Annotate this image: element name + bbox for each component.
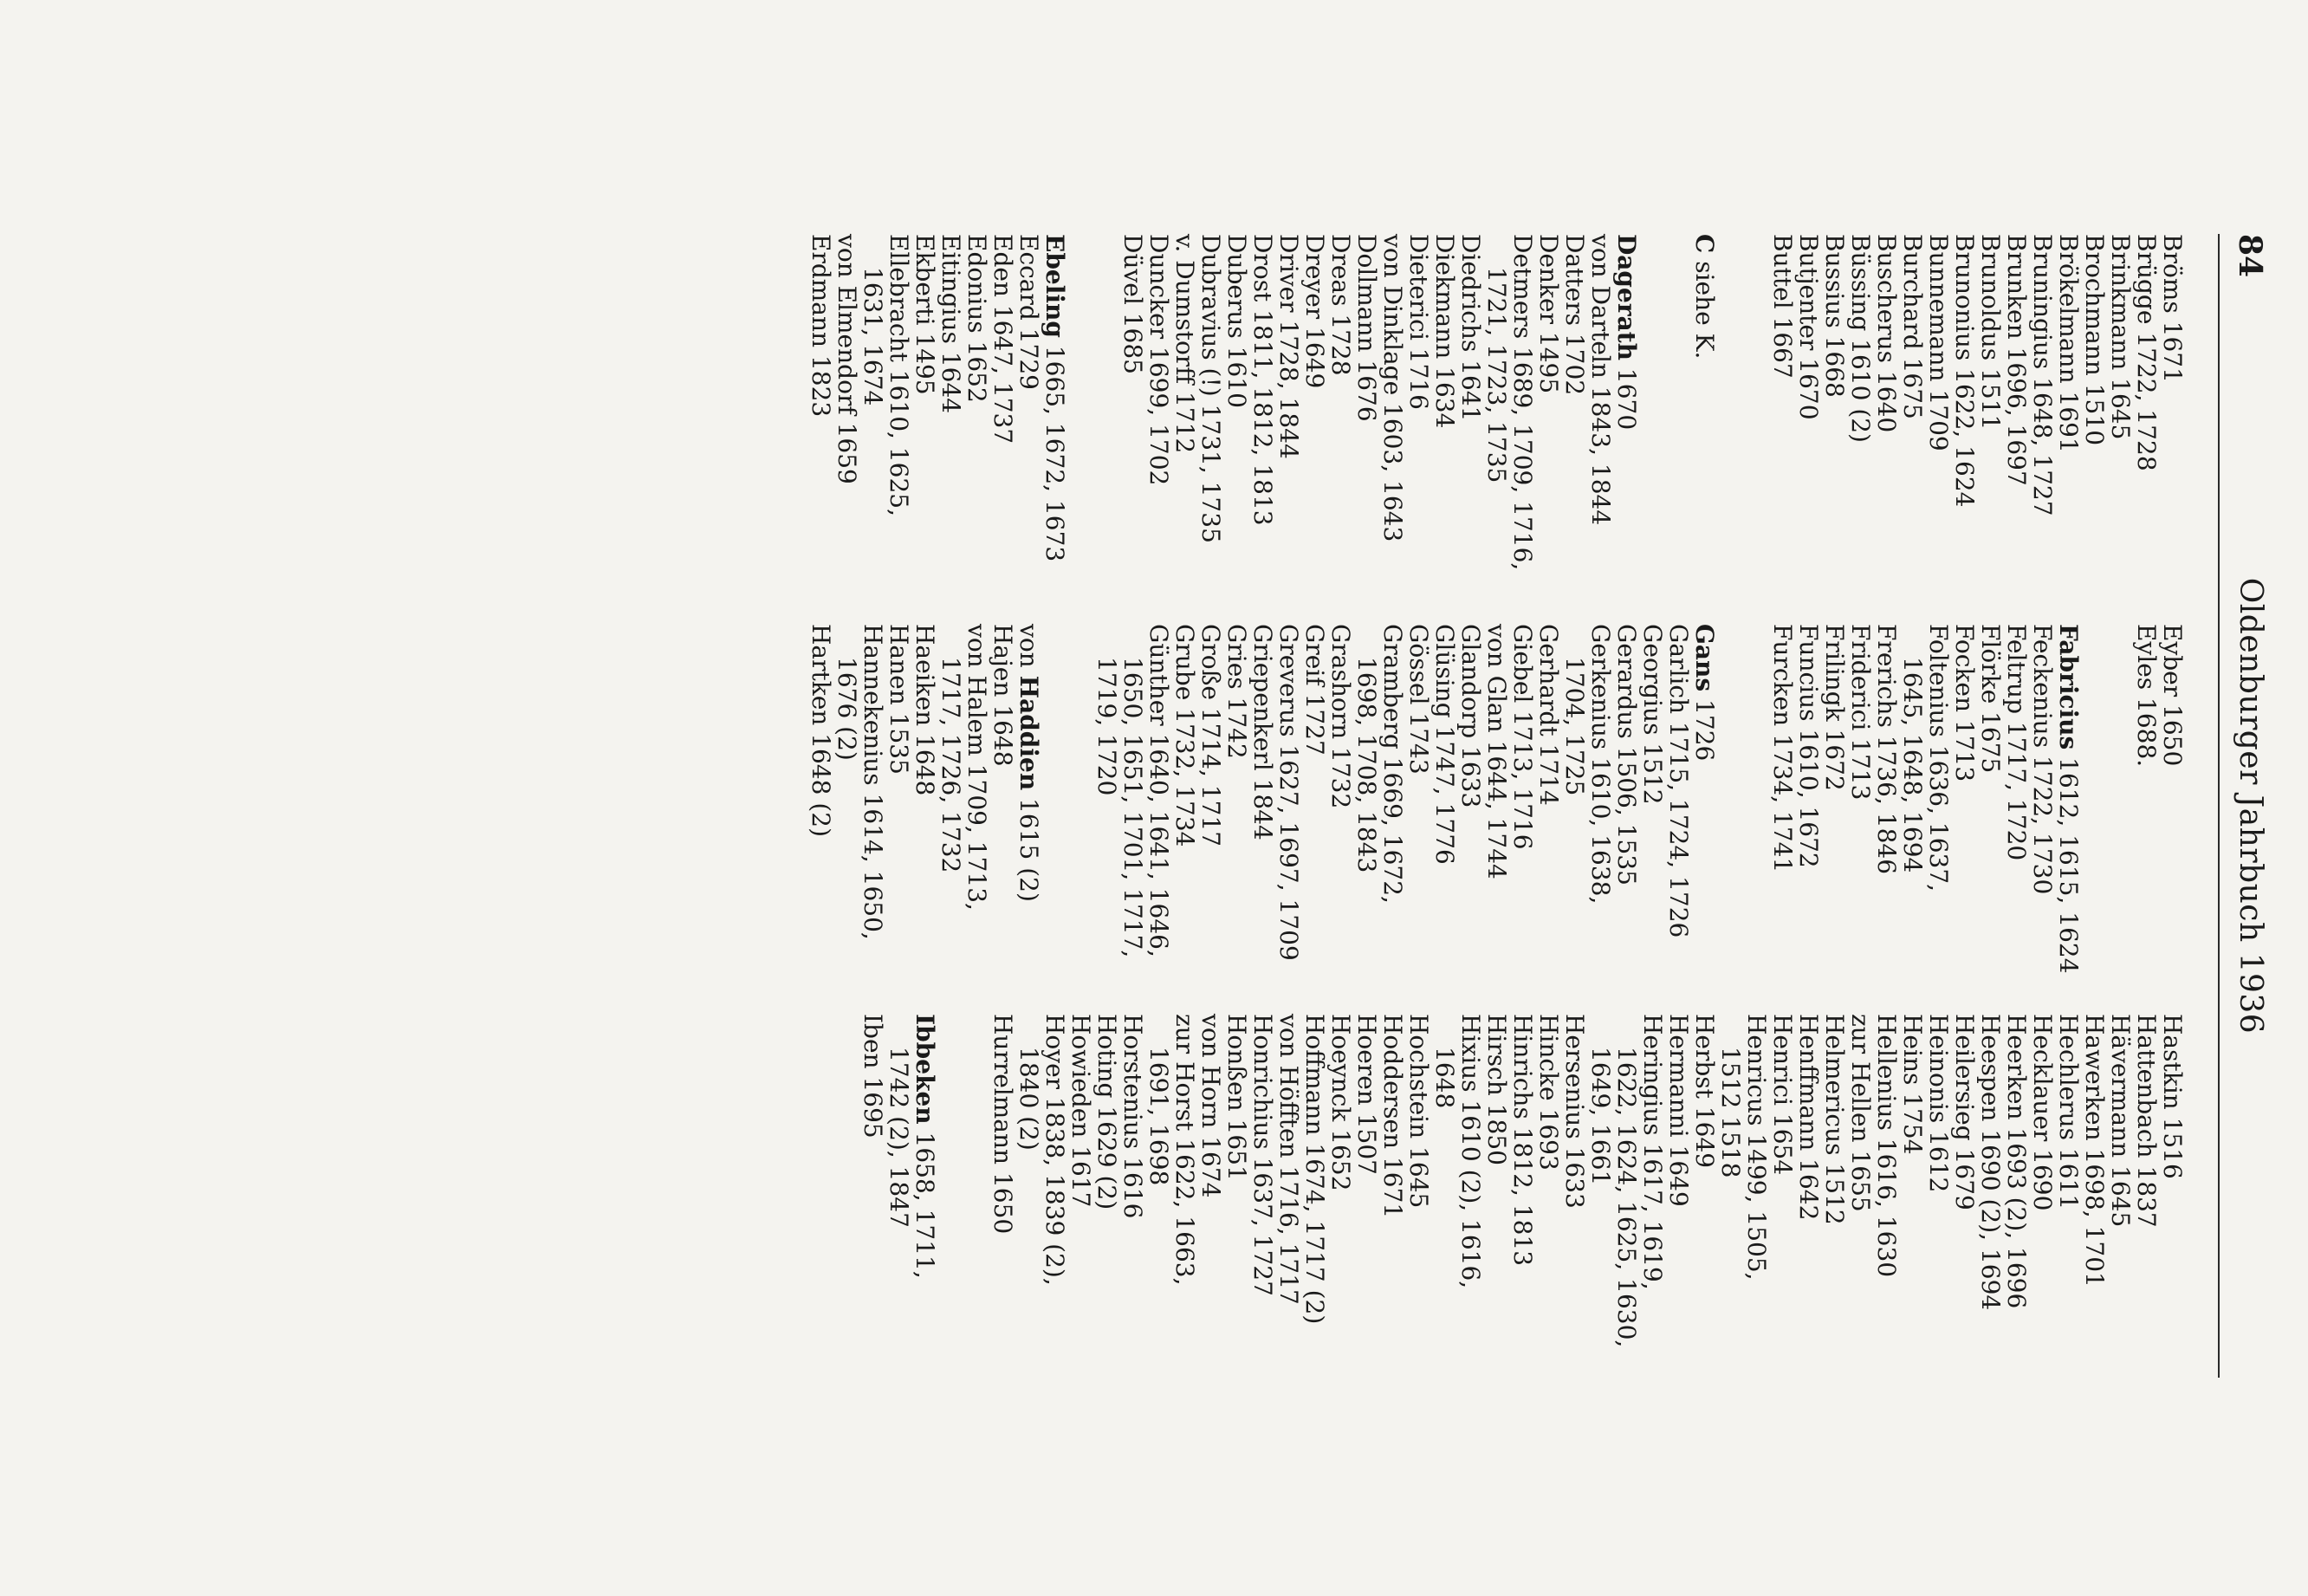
index-entry: Glüsing 1747, 1776: [1430, 624, 1459, 865]
index-entry: Heinonis 1612: [1924, 1014, 1953, 1193]
index-entry: Detmers 1689, 1709, 1716,: [1508, 234, 1537, 571]
index-entry: Henrici 1654: [1768, 1014, 1797, 1176]
index-entry: Gramberg 1669, 1672,: [1378, 624, 1407, 904]
index-entry: Focken 1713: [1950, 624, 1979, 782]
page-number: 84: [2232, 234, 2268, 278]
index-entry: Gerkenius 1610, 1638,: [1586, 624, 1615, 905]
index-entry: Hävermann 1645: [2106, 1014, 2135, 1228]
index-entry: Helmericus 1512: [1820, 1014, 1849, 1225]
section-initial-word: Dagerath: [1612, 234, 1641, 361]
index-entry: Henricus 1499, 1505,: [1742, 1014, 1771, 1281]
index-entry: Gans 1726: [1690, 624, 1719, 762]
index-entry-continuation: 1698, 1708, 1843: [1352, 657, 1381, 873]
index-entry-continuation: 1691, 1698: [1144, 1047, 1173, 1186]
index-entry: Heilersieg 1679: [1950, 1014, 1979, 1210]
index-column-1: [807, 234, 2185, 607]
index-entry: Driver 1728, 1844: [1274, 234, 1303, 459]
index-entry: Eyles 1688.: [2132, 624, 2161, 768]
index-entry: Brinkmann 1645: [2106, 234, 2135, 440]
index-entry: Griepenkerl 1844: [1248, 624, 1277, 840]
section-gap: [1067, 234, 1119, 607]
index-entry-continuation: 1717, 1726, 1732: [937, 657, 965, 873]
index-entry: Buttel 1667: [1768, 234, 1797, 379]
index-entry: Ibbeken 1658, 1711,: [911, 1014, 939, 1279]
index-entry: Günther 1640, 1641, 1646,: [1144, 624, 1173, 957]
index-entry: Hechlerus 1611: [2054, 1014, 2083, 1210]
index-entry: Gerhardt 1714: [1534, 624, 1563, 806]
index-entry: Hastkin 1516: [2158, 1014, 2187, 1179]
index-entry: Ebeling 1665, 1672, 1673: [1041, 234, 1069, 562]
index-entry: Diedrichs 1641: [1456, 234, 1485, 422]
index-entry: von Darteln 1843, 1844: [1586, 234, 1615, 526]
index-entry: Hoffmann 1674, 1717 (2): [1300, 1014, 1329, 1325]
index-entry: von Haddien 1615 (2): [1015, 624, 1043, 902]
index-entry: Büssing 1610 (2): [1846, 234, 1875, 443]
index-entry: Hixius 1610 (2), 1616,: [1456, 1014, 1485, 1289]
index-entry: Gries 1742: [1222, 624, 1251, 759]
index-entry: Bussius 1668: [1820, 234, 1849, 398]
index-entry: von Glan 1644, 1744: [1482, 624, 1511, 879]
index-entry: zur Hellen 1655: [1846, 1014, 1875, 1212]
section-gap: [1041, 624, 1093, 996]
index-entry: Diekmann 1634: [1430, 234, 1459, 429]
index-entry: Hoddersen 1671: [1378, 1014, 1407, 1219]
index-entry: Feckenius 1722, 1730: [2028, 624, 2057, 895]
index-entry: Heespen 1690 (2), 1694: [1976, 1014, 2005, 1311]
index-entry-continuation: 1622, 1624, 1625, 1630,: [1612, 1047, 1641, 1348]
index-entry-continuation: 1719, 1720: [1092, 657, 1121, 796]
index-entry: Hannekenius 1614, 1650,: [859, 624, 887, 940]
section-gap: [937, 1014, 989, 1386]
index-entry: Heerken 1693 (2), 1696: [2002, 1014, 2031, 1309]
index-entry: Heins 1754: [1898, 1014, 1927, 1155]
index-entry: Duberus 1610: [1222, 234, 1251, 408]
index-entry: Dreas 1728: [1326, 234, 1355, 376]
index-entry: Brunken 1696, 1697: [2002, 234, 2031, 486]
section-gap: [1639, 234, 1691, 607]
index-entry: Hoyer 1838, 1839 (2),: [1041, 1014, 1069, 1286]
index-entry: Eyber 1650: [2158, 624, 2187, 767]
index-entry: Horstenius 1616: [1118, 1014, 1147, 1219]
index-entry: Hoting 1629 (2): [1092, 1014, 1121, 1210]
index-entry: Brökelmann 1691: [2054, 234, 2083, 453]
running-head: [2218, 234, 2273, 1378]
index-entry: Friderici 1713: [1846, 624, 1875, 801]
section-gap: [1717, 234, 1769, 607]
index-entry: Fabricius 1612, 1615, 1624: [2054, 624, 2083, 974]
index-column-2: [807, 624, 2185, 996]
index-entry: zur Horst 1622, 1663,: [1170, 1014, 1199, 1286]
section-initial-word: Ebeling: [1041, 234, 1069, 338]
index-entry: Drost 1811, 1812, 1813: [1248, 234, 1277, 526]
index-entry-continuation: 1645, 1648, 1694: [1898, 657, 1927, 873]
section-gap: [2081, 624, 2133, 996]
section-initial-word: Ibbeken: [911, 1014, 939, 1125]
index-entry: von Halem 1709, 1713,: [963, 624, 991, 911]
index-entry-continuation: 1649, 1661: [1586, 1047, 1615, 1186]
index-entry: Eccard 1729: [1015, 234, 1043, 390]
index-entry: Hincke 1693: [1534, 1014, 1563, 1171]
index-entry: Gerardus 1506, 1535: [1612, 624, 1641, 886]
index-entry: Brügge 1722, 1728: [2132, 234, 2161, 471]
index-entry: Buscherus 1640: [1872, 234, 1901, 433]
index-entry: Howieden 1617: [1066, 1014, 1095, 1208]
index-entry-continuation: 1648: [1430, 1047, 1459, 1109]
index-entry: Eden 1647, 1737: [989, 234, 1017, 444]
section-initial-word: C: [1690, 234, 1719, 254]
index-entry: Hirsch 1850: [1482, 1014, 1511, 1165]
index-entry: Denker 1495: [1534, 234, 1563, 394]
index-entry: Greverus 1627, 1697, 1709: [1274, 624, 1303, 961]
index-entry: Hajen 1648: [989, 624, 1017, 767]
index-entry: Dagerath 1670: [1612, 234, 1641, 431]
index-column-3: [859, 1014, 2185, 1386]
index-entry: Hanen 1535: [885, 624, 913, 775]
index-entry: Hurrelmann 1650: [989, 1014, 1017, 1235]
index-entry: Honrichius 1637, 1727: [1248, 1014, 1277, 1296]
index-entry: Foltenius 1636, 1637,: [1924, 624, 1953, 892]
section-gap: [1717, 624, 1769, 996]
index-entry: Dubravius (!) 1731, 1735: [1196, 234, 1225, 543]
index-entry: Düvel 1685: [1118, 234, 1147, 374]
index-entry: Hartken 1648 (2): [807, 624, 835, 838]
index-entry: Hochstein 1645: [1404, 1014, 1433, 1209]
index-entry-continuation: 1631, 1674: [859, 267, 887, 406]
index-entry: Edonius 1652: [963, 234, 991, 403]
index-entry-continuation: 1704, 1725: [1560, 657, 1589, 796]
index-entry: Erdmann 1823: [807, 234, 835, 418]
index-entry-continuation: 1512 1518: [1716, 1047, 1745, 1178]
index-entry: Glandorp 1633: [1456, 624, 1485, 808]
index-entry: von Elmendorf 1659: [833, 234, 861, 484]
index-entry: Greif 1727: [1300, 624, 1329, 756]
index-entry: Haeiken 1648: [911, 624, 939, 796]
index-entry: Hattenbach 1837: [2132, 1014, 2161, 1228]
index-entry: Hecklauer 1690: [2028, 1014, 2057, 1211]
index-entry: Bröms 1671: [2158, 234, 2187, 383]
index-entry: v. Dumstorff 1712: [1170, 234, 1199, 454]
index-entry: Frerichs 1736, 1846: [1872, 624, 1901, 875]
index-entry: Burchard 1675: [1898, 234, 1927, 419]
section-initial-word: Fabricius: [2054, 624, 2083, 750]
index-entry: Dieterici 1716: [1404, 234, 1433, 410]
index-entry: Bunnemann 1709: [1924, 234, 1953, 451]
index-entry: Große 1714, 1717: [1196, 624, 1225, 847]
index-entry: Henffmann 1642: [1794, 1014, 1823, 1221]
index-entry: Eitingius 1644: [937, 234, 965, 414]
index-entry: von Horn 1674: [1196, 1014, 1225, 1198]
index-entry: Grashorn 1732: [1326, 624, 1355, 809]
index-entry: Gössel 1743: [1404, 624, 1433, 775]
index-entry: Grube 1732, 1734: [1170, 624, 1199, 847]
index-entry: von Dinklage 1603, 1643: [1378, 234, 1407, 542]
index-entry: Frilingk 1672: [1820, 624, 1849, 791]
index-entry: Butjenter 1670: [1794, 234, 1823, 420]
index-entry: Hinrichs 1812, 1813: [1508, 1014, 1537, 1267]
index-entry: Furcken 1734, 1741: [1768, 624, 1797, 873]
index-entry: Garlich 1715, 1724, 1726: [1664, 624, 1693, 938]
section-initial-word: Gans: [1690, 624, 1719, 692]
index-entry-continuation: 1721, 1723, 1735: [1482, 267, 1511, 483]
index-entry: Herbst 1649: [1690, 1014, 1719, 1169]
index-entry: Hawerken 1698, 1701: [2080, 1014, 2109, 1288]
index-entry: Ellebracht 1610, 1625,: [885, 234, 913, 517]
index-entry: Ekberti 1495: [911, 234, 939, 395]
index-entry: Dreyer 1649: [1300, 234, 1329, 389]
index-entry: Datters 1702: [1560, 234, 1589, 396]
running-title: Oldenburger Jahrbuch 1936: [2233, 577, 2268, 1035]
index-entry: Honßen 1651: [1222, 1014, 1251, 1181]
index-entry: Heringius 1617, 1619,: [1638, 1014, 1667, 1290]
index-entry: Flörke 1675: [1976, 624, 2005, 774]
index-entry: Dollmann 1676: [1352, 234, 1381, 422]
index-entry: Duncker 1699, 1702: [1144, 234, 1173, 486]
index-entry: Brunoldus 1511: [1976, 234, 2005, 431]
index-entry: Georgius 1512: [1638, 624, 1667, 805]
index-entry: Hoeren 1507: [1352, 1014, 1381, 1175]
index-entry: Hersenius 1633: [1560, 1014, 1589, 1209]
index-entry: Bruningius 1648, 1727: [2028, 234, 2057, 516]
index-entry-continuation: 1742 (2), 1847: [885, 1047, 913, 1228]
index-entry: Hermanni 1649: [1664, 1014, 1693, 1207]
index-entry: Brochmann 1510: [2080, 234, 2109, 446]
index-entry: Hoeynck 1652: [1326, 1014, 1355, 1191]
index-entry: C siehe K.: [1690, 234, 1719, 360]
index-entry-continuation: 1650, 1651, 1701, 1717,: [1118, 657, 1147, 958]
index-entry: von Höfften 1716, 1717: [1274, 1014, 1303, 1305]
index-entry: Brunonius 1622, 1624: [1950, 234, 1979, 508]
index-entry: Feltrup 1717, 1720: [2002, 624, 2031, 861]
index-entry-continuation: 1840 (2): [1015, 1047, 1043, 1151]
index-entry-continuation: 1676 (2): [833, 657, 861, 761]
index-entry: Hellenius 1616, 1630: [1872, 1014, 1901, 1278]
index-entry: Funcius 1610, 1672: [1794, 624, 1823, 868]
index-entry: Giebel 1713, 1716: [1508, 624, 1537, 850]
index-entry: Iben 1695: [859, 1014, 887, 1139]
